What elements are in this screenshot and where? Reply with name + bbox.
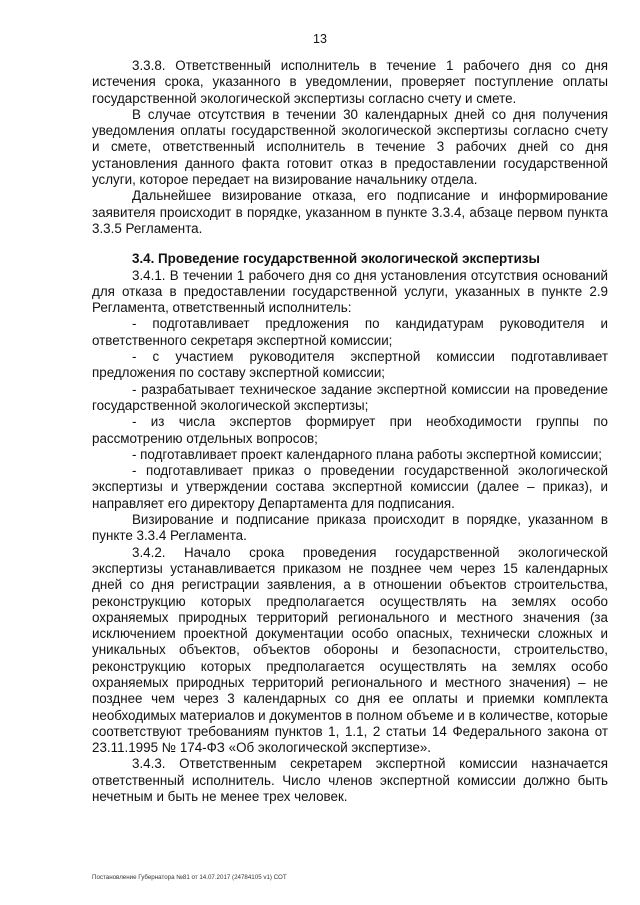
- paragraph-payment-absence: В случае отсутствия в течении 30 календарных дней со дня получения уведомления оплаты государственной экологической экспертизы согласно счету и смете, ответственный исполнитель в течение 3 рабочих дней со дня установления данного факта готовит отказ в предоставлении государственной услуги, которое передает на визирование начальнику отдела.: [92, 106, 608, 188]
- page-number: 13: [313, 32, 327, 46]
- document-footer: Постановление Губернатора №81 от 14.07.2017 (24784105 v1) СОТ: [92, 874, 287, 881]
- list-item-technical-assignment: - разрабатывает техническое задание экспертной комиссии на проведение государственной экологической экспертизы;: [92, 381, 608, 413]
- document-body: [92, 58, 608, 805]
- list-item-order-draft: - подготавливает приказ о проведении государственной экологической экспертизы и утверждении состава экспертной комиссии (далее – приказ), и направляет его директору Департамента для подписания.: [92, 463, 608, 511]
- paragraph-refusal-approval: Дальнейшее визирование отказа, его подписание и информирование заявителя происходит в порядке, указанном в пункте 3.3.4, абзаце первом пункта 3.3.5 Регламента.: [92, 188, 608, 236]
- section-title-3-4: 3.4. Проведение государственной экологической экспертизы: [132, 251, 540, 267]
- paragraph-3-4-1: 3.4.1. В течении 1 рабочего дня со дня установления отсутствия оснований для отказа в предоставлении государственной услуги, указанных в пункте 2.9 Регламента, ответственный исполнитель:: [92, 267, 608, 316]
- list-item-expert-groups: - из числа экспертов формирует при необходимости группы по рассмотрению отдельных вопросов;: [92, 414, 608, 446]
- list-item-chairman-proposals: - подготавливает предложения по кандидатурам руководителя и ответственного секретаря экспертной комиссии;: [92, 316, 608, 348]
- list-item-commission-composition: - с участием руководителя экспертной комиссии подготавливает предложения по составу экспертной комиссии;: [92, 349, 608, 381]
- list-item-calendar-plan: - подготавливает проект календарного плана работы экспертной комиссии;: [132, 446, 602, 462]
- paragraph-order-approval: Визирование и подписание приказа происходит в порядке, указанном в пункте 3.3.4 Регламента.: [92, 512, 608, 544]
- paragraph-3-4-2: 3.4.2. Начало срока проведения государственной экологической экспертизы устанавливается приказом не позднее чем через 15 календарных дней со дня регистрации заявления, а в отношении объектов строительства, реконструкцию которых предполагается осуществлять на землях особо охраняемых природных территорий регионального и местного значения (за исключением проектной документации особо опасных, технически сложных и уникальных объектов, объектов обороны и безопасности, строительство, реконструкцию которых предполагается осуществлять на землях особо охраняемых природных территорий регионального и местного значения) – не позднее чем через 3 календарных со дня ее оплаты и приемки комплекта необходимых материалов и документов в полном объеме и в количестве, которые соответствуют требованиям пунктов 1, 1.1, 2 статьи 14 Федерального закона от 23.11.1995 № 174-ФЗ «Об экологической экспертизе».: [92, 544, 608, 756]
- paragraph-3-3-8: 3.3.8. Ответственный исполнитель в течение 1 рабочего дня со дня истечения срока, указанного в уведомлении, проверяет поступление оплаты государственной экологической экспертизы согласно счету и смете.: [92, 58, 608, 106]
- paragraph-3-4-3: 3.4.3. Ответственным секретарем экспертной комиссии назначается ответственный исполнитель. Число членов экспертной комиссии должно быть нечетным и быть не менее трех человек.: [92, 756, 608, 805]
